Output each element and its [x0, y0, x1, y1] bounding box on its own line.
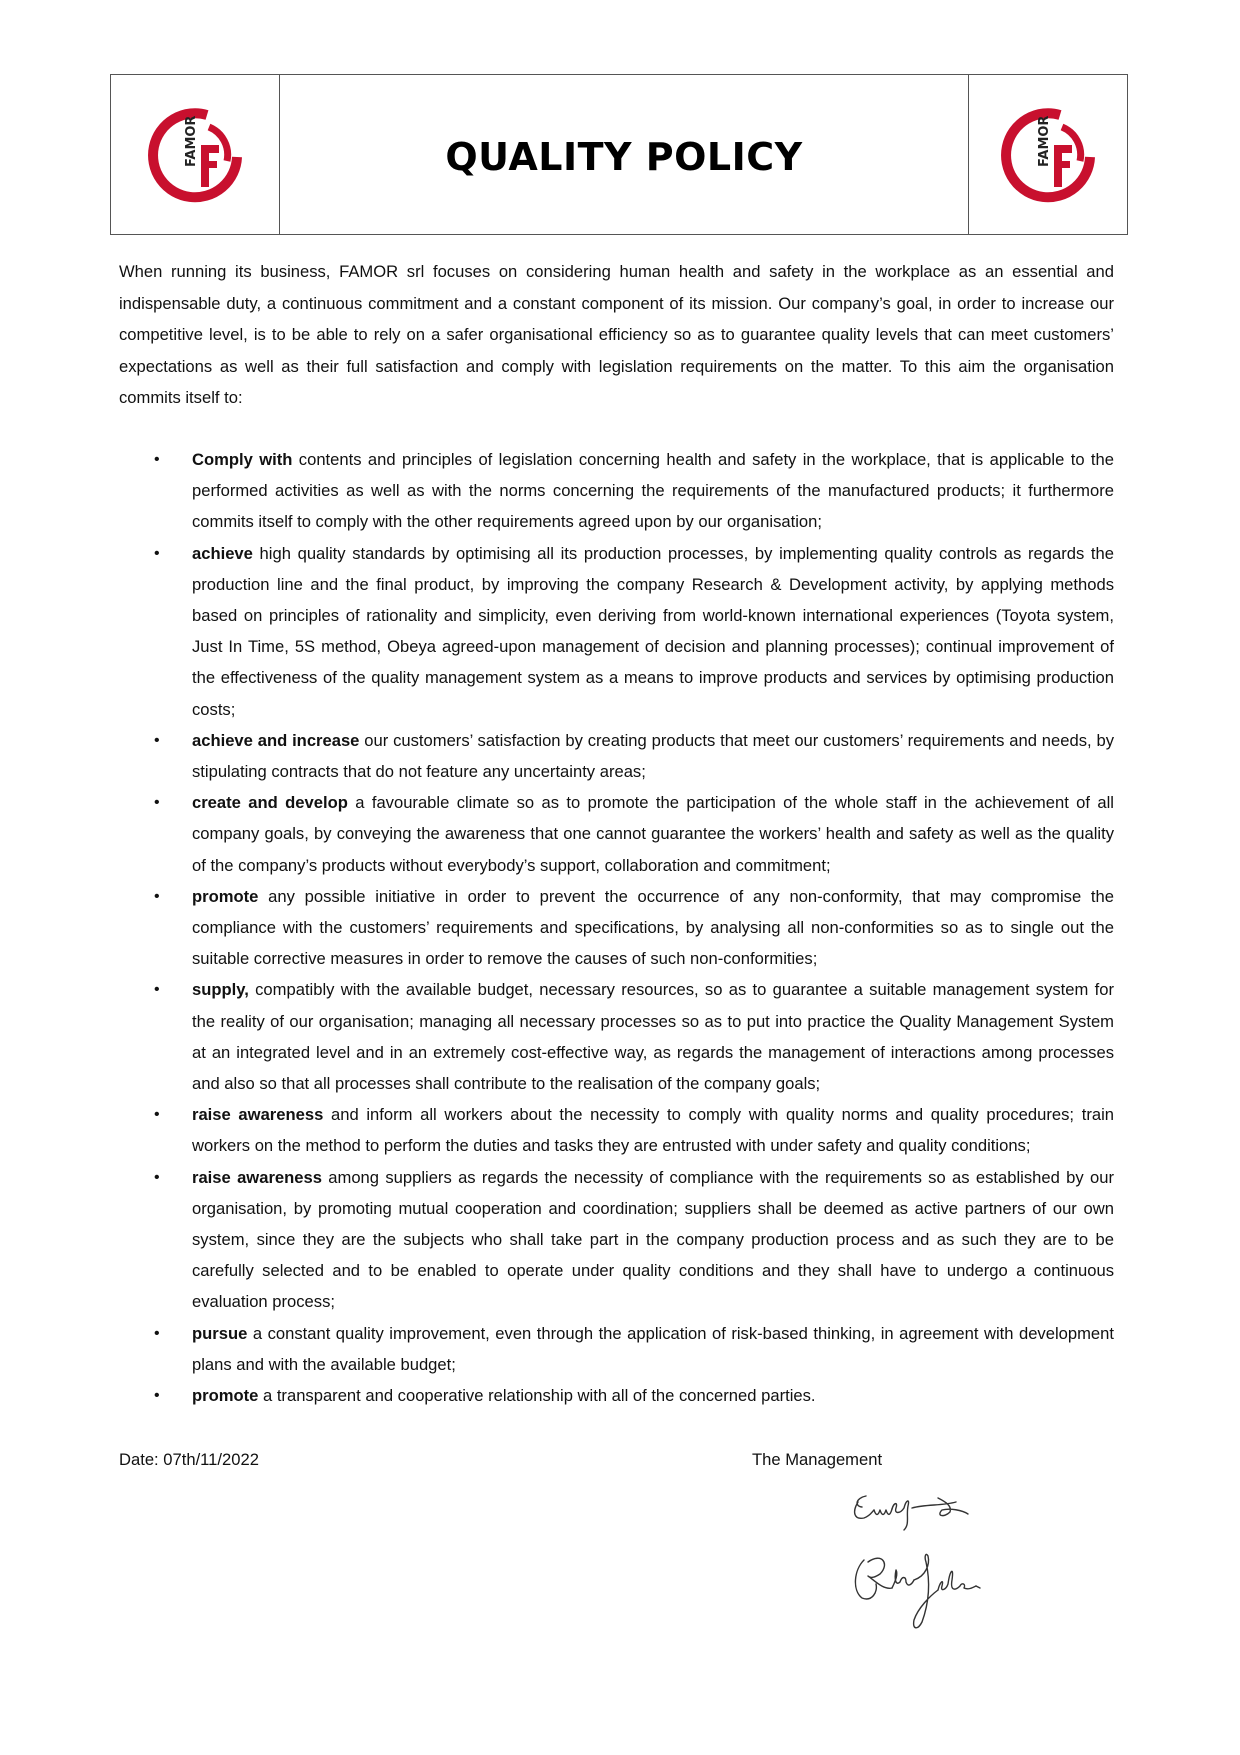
item-text: our customers’ satisfaction by creating products that meet our customers’ requirements and needs, by stipulating contracts that do not feature any uncertainty areas; — [192, 730, 1114, 782]
item-text: contents and principles of legislation concerning health and safety in the workplace, that is applicable to the performed activities as well as with the norms concerning the requirements of the manufactured products; it furthermore commits itself to comply with the other requirements agreed upon by our organisation; — [192, 450, 1115, 532]
list-item — [119, 1162, 1114, 1318]
item-lead: supply, — [192, 980, 249, 1000]
intro-paragraph: When running its business, FAMOR srl focuses on considering human health and safety in the workplace as an essential and indispensable duty, a continuous commitment and a constant component of its mission. Our company’s goal, in order to increase our competitive level, is to be able to rely on a safer organisational efficiency so as to guarantee quality levels that can meet customers’ expectations as well as their full satisfaction and comply with legislation requirements on the matter. To this aim the organisation commits itself to: — [119, 262, 1114, 407]
bullet-icon: • — [154, 887, 160, 905]
item-text: among suppliers as regards the necessity of compliance with the requirements so as established by our organisation, by promoting mutual cooperation and coordination; suppliers shall be deemed as active partners of our own system, since they are the subjects who shall take part in the company production process and as such they are to be carefully selected and to be enabled to operate under quality conditions and they shall have to undergo a continuous evaluation process; — [192, 1167, 1114, 1312]
item-lead: Comply with — [192, 450, 293, 469]
item-text: and inform all workers about the necessity to comply with quality norms and quality procedures; train workers on the method to perform the duties and tasks they are entrusted with under safety and quality conditions; — [192, 1105, 1114, 1156]
commitments-list — [119, 444, 1114, 1411]
bullet-icon: • — [154, 1387, 160, 1405]
famor-logo-icon — [998, 105, 1098, 205]
list-item — [119, 725, 1114, 787]
bullet-icon: • — [154, 1324, 160, 1342]
item-lead: raise awareness — [192, 1105, 324, 1125]
item-lead: achieve and increase — [192, 730, 360, 750]
right-logo-cell — [969, 75, 1127, 234]
item-text: a constant quality improvement, even through the application of risk-based thinking, in agreement with development plans and with the available budget; — [192, 1323, 1114, 1374]
bullet-icon: • — [154, 1168, 160, 1186]
svg-text:FAMOR: FAMOR — [1037, 115, 1052, 167]
list-item — [119, 444, 1114, 538]
list-item — [119, 1380, 1114, 1411]
bullet-icon: • — [154, 794, 160, 812]
list-item — [119, 881, 1114, 975]
item-text: any possible initiative in order to prevent the occurrence of any non-conformity, that may compromise the compliance with the customers’ requirements and specifications, by analysing all non-conformities so as to single out the suitable corrective measures in order to remove the causes of such non-conformities; — [192, 886, 1114, 969]
item-lead: promote — [192, 886, 259, 906]
item-text: a favourable climate so as to promote the participation of the whole staff in the achievement of all company goals, by conveying the awareness that one cannot guarantee the workers’ health and safety as well as the quality of the company’s products without everybody’s support, collaboration and commitment; — [192, 793, 1114, 875]
svg-text:FAMOR: FAMOR — [184, 115, 199, 167]
list-item — [119, 1318, 1114, 1380]
bullet-icon: • — [154, 981, 160, 999]
item-lead: raise awareness — [192, 1167, 322, 1187]
item-lead: promote — [192, 1386, 259, 1406]
list-item — [119, 1099, 1114, 1161]
list-item — [119, 974, 1114, 1099]
bullet-icon: • — [154, 451, 160, 468]
bullet-icon: • — [154, 1106, 160, 1124]
handwritten-signature-icon — [846, 1490, 1006, 1645]
document-header — [110, 74, 1128, 235]
item-lead: achieve — [192, 543, 253, 563]
bullet-icon: • — [154, 544, 160, 562]
bullet-icon: • — [154, 731, 160, 749]
list-item — [119, 538, 1114, 725]
item-lead: create and develop — [192, 793, 348, 813]
list-item — [119, 787, 1114, 881]
item-text: a transparent and cooperative relationship with all of the concerned parties. — [258, 1386, 816, 1406]
item-text: compatibly with the available budget, necessary resources, so as to guarantee a suitable management system for the reality of our organisation; managing all necessary processes so as to put into practice the Quality Management System at an integrated level and in an extremely cost-effective way, as regards the management of interactions among processes and also so that all processes shall contribute to the realisation of the company goals; — [192, 980, 1114, 1094]
signatory-label: The Management — [752, 1450, 883, 1469]
item-lead: pursue — [192, 1323, 248, 1343]
famor-logo-icon — [145, 105, 245, 205]
left-logo-cell — [111, 75, 279, 234]
page-title: QUALITY POLICY — [445, 134, 803, 179]
title-cell — [279, 75, 969, 234]
item-text: high quality standards by optimising all its production processes, by implementing quality controls as regards the production line and the final product, by improving the company Research & Development activity, by applying methods based on principles of rationality and simplicity, even deriving from world-known international experiences (Toyota system, Just In Time, 5S method, Obeya agreed-upon management of decision and planning processes); continual improvement of the effectiveness of the quality management system as a means to improve products and services by optimising production costs; — [192, 543, 1114, 719]
document-date: Date: 07th/11/2022 — [119, 1450, 259, 1469]
